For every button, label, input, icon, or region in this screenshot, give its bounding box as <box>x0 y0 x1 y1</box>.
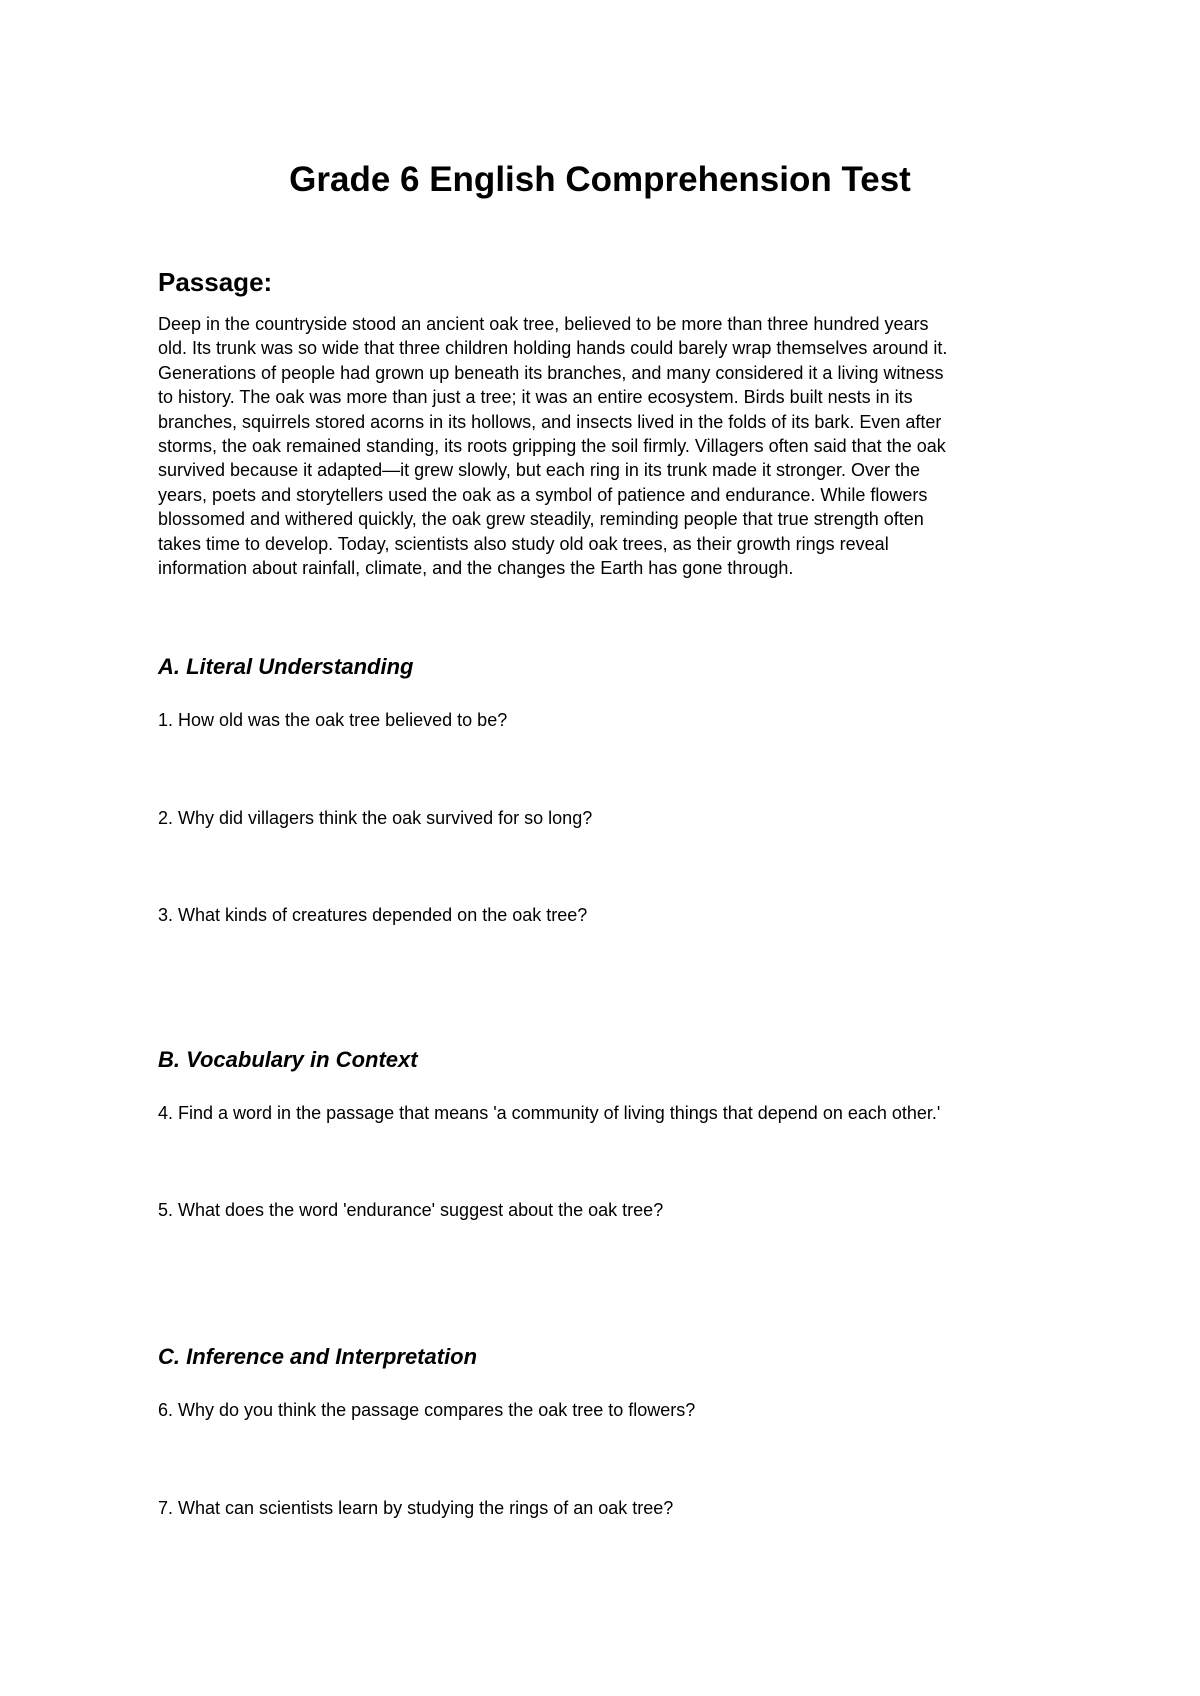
passage-line: Deep in the countryside stood an ancient oak tree, believed to be more than three hundred years <box>158 314 929 334</box>
passage-line: blossomed and withered quickly, the oak grew steadily, reminding people that true strength often <box>158 509 924 530</box>
section-b-heading: B. Vocabulary in Context <box>158 1047 418 1072</box>
question-3: 3. What kinds of creatures depended on the oak tree? <box>158 905 588 925</box>
passage-line: branches, squirrels stored acorns in its hollows, and insects lived in the folds of its bark. Even after <box>158 411 942 432</box>
section-a-heading: A. Literal Understanding <box>158 654 414 679</box>
section-c-heading: C. Inference and Interpretation <box>158 1344 478 1369</box>
page-title: Grade 6 English Comprehension Test <box>289 160 911 199</box>
passage-line: storms, the oak remained standing, its roots gripping the soil firmly. Villagers often said that the oak <box>158 436 946 457</box>
passage-line: Generations of people had grown up beneath its branches, and many considered it a living witness <box>158 362 944 383</box>
question-7: 7. What can scientists learn by studying the rings of an oak tree? <box>158 1498 674 1518</box>
question-4: 4. Find a word in the passage that means 'a community of living things that depend on each other.' <box>158 1103 941 1123</box>
passage-line: information about rainfall, climate, and the changes the Earth has gone through. <box>158 558 794 579</box>
question-5: 5. What does the word 'endurance' suggest about the oak tree? <box>158 1200 664 1220</box>
question-1: 1. How old was the oak tree believed to be? <box>158 710 508 730</box>
question-6: 6. Why do you think the passage compares the oak tree to flowers? <box>158 1400 696 1420</box>
passage-line: survived because it adapted—it grew slowly, but each ring in its trunk made it stronger. Over the <box>158 460 921 481</box>
passage-heading: Passage: <box>158 267 273 297</box>
passage-line: to history. The oak was more than just a tree; it was an entire ecosystem. Birds built nests in its <box>158 387 913 408</box>
passage-line: takes time to develop. Today, scientists also study old oak trees, as their growth rings reveal <box>158 533 889 554</box>
passage-text <box>158 312 1058 580</box>
passage-line: old. Its trunk was so wide that three children holding hands could barely wrap themselves around it. <box>158 338 948 359</box>
question-2: 2. Why did villagers think the oak survived for so long? <box>158 808 593 828</box>
passage-line: years, poets and storytellers used the oak as a symbol of patience and endurance. While flowers <box>158 484 928 505</box>
